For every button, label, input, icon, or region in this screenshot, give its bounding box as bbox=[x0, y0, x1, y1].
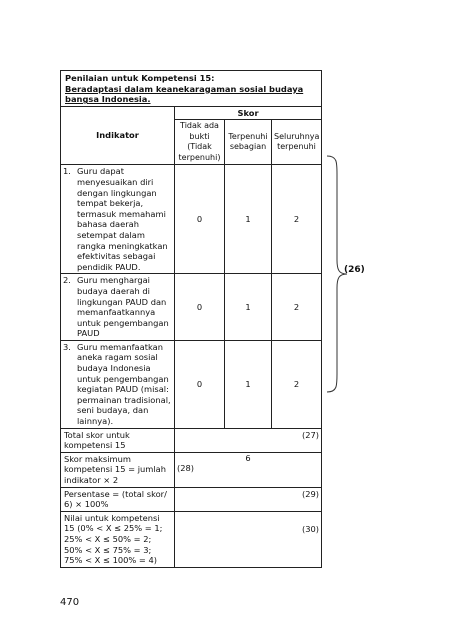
indicator-cell bbox=[61, 274, 175, 341]
indicator-number: 2. bbox=[63, 275, 71, 286]
col-header-seluruhnya: Seluruhnya terpenuhi bbox=[272, 120, 322, 165]
score-1: 1 bbox=[225, 274, 272, 341]
persen-code: (29) bbox=[175, 487, 322, 511]
score-2: 2 bbox=[272, 165, 322, 274]
persen-row bbox=[61, 487, 322, 511]
indicator-row-2 bbox=[61, 274, 322, 341]
persen-label: Persentase = (total skor/ 6) × 100% bbox=[61, 487, 175, 511]
indicator-cell bbox=[61, 165, 175, 274]
max-cell bbox=[175, 452, 322, 487]
indicator-text: Guru dapat menyesuaikan diri dengan lingkungan tempat bekerja, termasuk memahami bahasa daerah setempat dalam rangka meningkatkan efektivitas sebagai pendidik PAUD. bbox=[77, 166, 168, 272]
indicator-cell bbox=[61, 340, 175, 428]
col-header-terpenuhi-sebagian: Terpenuhi sebagian bbox=[225, 120, 272, 165]
score-0: 0 bbox=[175, 274, 225, 341]
max-label: Skor maksimum kompetensi 15 = jumlah indikator × 2 bbox=[61, 452, 175, 487]
nilai-label: Nilai untuk kompetensi 15 (0% < X ≤ 25% = 1; 25% < X ≤ 50% = 2; 50% < X ≤ 75% = 3; 75% < X ≤ 100% = 4) bbox=[61, 511, 175, 567]
indicator-text: Guru menghargai budaya daerah di lingkungan PAUD dan memanfaatkannya untuk pengembangan PAUD bbox=[77, 275, 169, 339]
indicator-text: Guru memanfaatkan aneka ragam sosial budaya Indonesia untuk pengembangan kegiatan PAUD (misal: permainan tradisional, seni budaya, dan lainnya). bbox=[77, 341, 171, 427]
score-2: 2 bbox=[272, 274, 322, 341]
total-code: (27) bbox=[175, 428, 322, 452]
max-value: 6 bbox=[245, 452, 251, 463]
title-line-1: Penilaian untuk Kompetensi 15: bbox=[65, 73, 215, 83]
brace-label: (26) bbox=[344, 265, 365, 275]
score-1: 1 bbox=[225, 165, 272, 274]
nilai-code: (30) bbox=[175, 511, 322, 567]
total-row bbox=[61, 428, 322, 452]
page-number: 470 bbox=[60, 597, 80, 608]
indicator-row-3 bbox=[61, 340, 322, 428]
skor-header: Skor bbox=[175, 106, 322, 120]
score-1: 1 bbox=[225, 340, 272, 428]
table-title bbox=[61, 71, 322, 107]
max-code: (28) bbox=[177, 463, 195, 474]
indikator-header: Indikator bbox=[61, 106, 175, 165]
score-2: 2 bbox=[272, 340, 322, 428]
indicator-number: 3. bbox=[63, 341, 71, 352]
nilai-row bbox=[61, 511, 322, 567]
indicator-number: 1. bbox=[63, 166, 71, 177]
max-row bbox=[61, 452, 322, 487]
total-label: Total skor untuk kompetensi 15 bbox=[61, 428, 175, 452]
title-line-2: Beradaptasi dalam keanekaragaman sosial budaya bangsa Indonesia. bbox=[65, 83, 304, 105]
score-0: 0 bbox=[175, 165, 225, 274]
col-header-tidak-ada: Tidak ada bukti (Tidak terpenuhi) bbox=[175, 120, 225, 165]
indicator-row-1 bbox=[61, 165, 322, 274]
assessment-table bbox=[60, 70, 322, 568]
score-0: 0 bbox=[175, 340, 225, 428]
